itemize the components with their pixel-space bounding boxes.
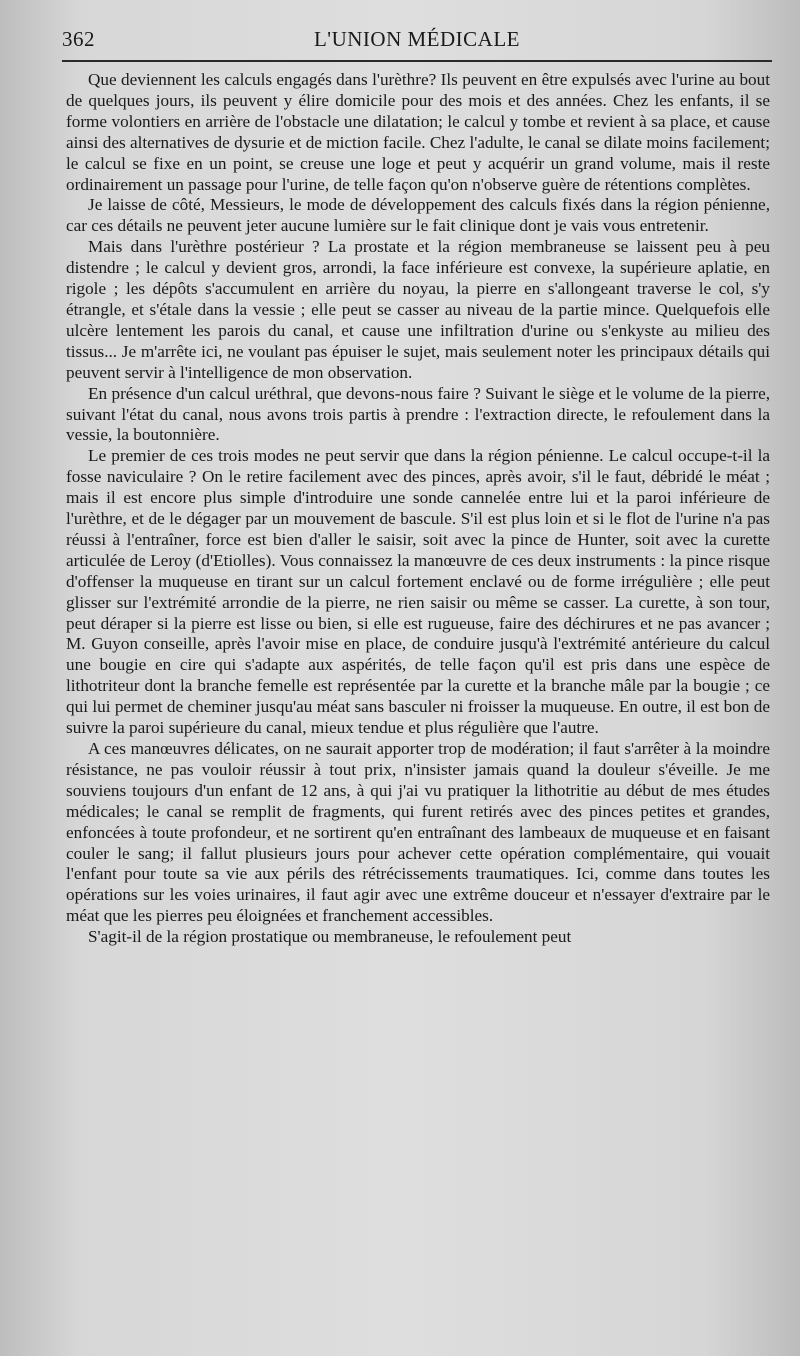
paragraph: Mais dans l'urèthre postérieur ? La prostate et la région membraneuse se laissent peu à peu distendre ; le calcul y devient gros, arrondi, la face inférieure est convexe, la supérieure aplatie, en rigole ; les dépôts s'accumulent en arrière du noyau, la pierre en s'allongeant traverse le col, s'y étrangle, et s'étale dans la vessie ; elle peut se casser au niveau de la partie mince. Quelquefois elle ulcère lentement les parois du canal, et cause une infiltration d'urine ou s'enkyste au milieu des tissus... Je m'arrête ici, ne voulant pas épuiser le sujet, mais seulement noter les principaux détails qui peuvent servir à l'intelligence de mon observation. [66, 237, 770, 382]
paragraph: Je laisse de côté, Messieurs, le mode de développement des calculs fixés dans la région pénienne, car ces détails ne peuvent jeter aucune lumière sur le fait clinique dont je vais vous entretenir. [66, 195, 770, 236]
page-number: 362 [62, 27, 95, 51]
paragraph: En présence d'un calcul uréthral, que devons-nous faire ? Suivant le siège et le volume de la pierre, suivant l'état du canal, nous avons trois partis à prendre : l'extraction directe, le refoulement dans la vessie, la boutonnière. [66, 383, 770, 445]
running-title: L'UNION MÉDICALE [313, 27, 520, 51]
paragraph: S'agit-il de la région prostatique ou membraneuse, le refoulement peut [88, 927, 572, 947]
paragraph: Le premier de ces trois modes ne peut servir que dans la région pénienne. Le calcul occupe-t-il la fosse naviculaire ? On le retire facilement avec des pinces, après avoir, s'il le faut, débridé le méat ; mais il est encore plus simple d'introduire une sonde cannelée entre lui et la paroi inférieure de l'urèthre, et de le dégager par un mouvement de bascule. S'il est plus loin et si le flot de l'urine n'a pas réussi à l'entraîner, force est bien d'aller le saisir, soit avec la pince de Hunter, soit avec la curette articulée de Leroy (d'Etiolles). Vous connaissez la manœuvre de ces deux instruments : la pince risque d'offenser la muqueuse en tirant sur un calcul fortement enclavé ou de forme irrégulière ; elle peut glisser sur l'extrémité arrondie de la pierre, ne rien saisir ou même se casser. La curette, à son tour, peut déraper si la pierre est lisse ou bien, si elle est rugueuse, faire des déchirures et ne pas avancer ; M. Guyon conseille, après l'avoir mise en place, de conduire jusqu'à l'extrémité antérieure du calcul une bougie en cire qui s'adapte aux aspérités, de telle façon qu'il est pris dans une espèce de lithotriteur dont la branche femelle est représentée par la curette et la branche mâle par la bougie ; ce qui lui permet de cheminer jusqu'au méat sans basculer ni froisser la muqueuse. En outre, il est bon de suivre la paroi supérieure du canal, mieux tendue et plus régulière que l'autre. [66, 446, 770, 738]
page-header [62, 18, 772, 58]
body-text [66, 70, 770, 948]
paragraph: A ces manœuvres délicates, on ne saurait apporter trop de modération; il faut s'arrêter à la moindre résistance, ne pas vouloir réussir à tout prix, n'insister jamais quand la douleur s'éveille. Je me souviens toujours d'un enfant de 12 ans, à qui j'ai vu pratiquer la lithotritie au début de mes études médicales; le canal se remplit de fragments, qui furent retirés avec des pinces petites et grandes, enfoncées à toute profondeur, et ne sortirent qu'en entraînant des lambeaux de muqueuse et en faisant couler le sang; il fallut plusieurs jours pour achever cette opération complémentaire, qui vouait l'enfant pour toute sa vie aux périls des rétrécissements traumatiques. Ici, comme dans toutes les opérations sur les voies urinaires, il faut agir avec une extrême douceur et n'essayer d'extraire par le méat que les pierres peu éloignées et franchement accessibles. [66, 739, 770, 926]
paragraph: Que deviennent les calculs engagés dans l'urèthre? Ils peuvent en être expulsés avec l'urine au bout de quelques jours, ils peuvent y élire domicile pour des mois et des années. Chez les enfants, il se forme volontiers en arrière de l'obstacle une dilatation; le calcul y tombe et revient à sa place, et cause ainsi des alternatives de dysurie et de miction facile. Chez l'adulte, le canal se dilate moins facilement; le calcul se fixe en un point, se creuse une loge et peut y acquérir un grand volume, mais il reste ordinairement un passage pour l'urine, de telle façon qu'on n'observe guère de rétentions complètes. [66, 70, 770, 194]
header-rule [62, 60, 772, 62]
